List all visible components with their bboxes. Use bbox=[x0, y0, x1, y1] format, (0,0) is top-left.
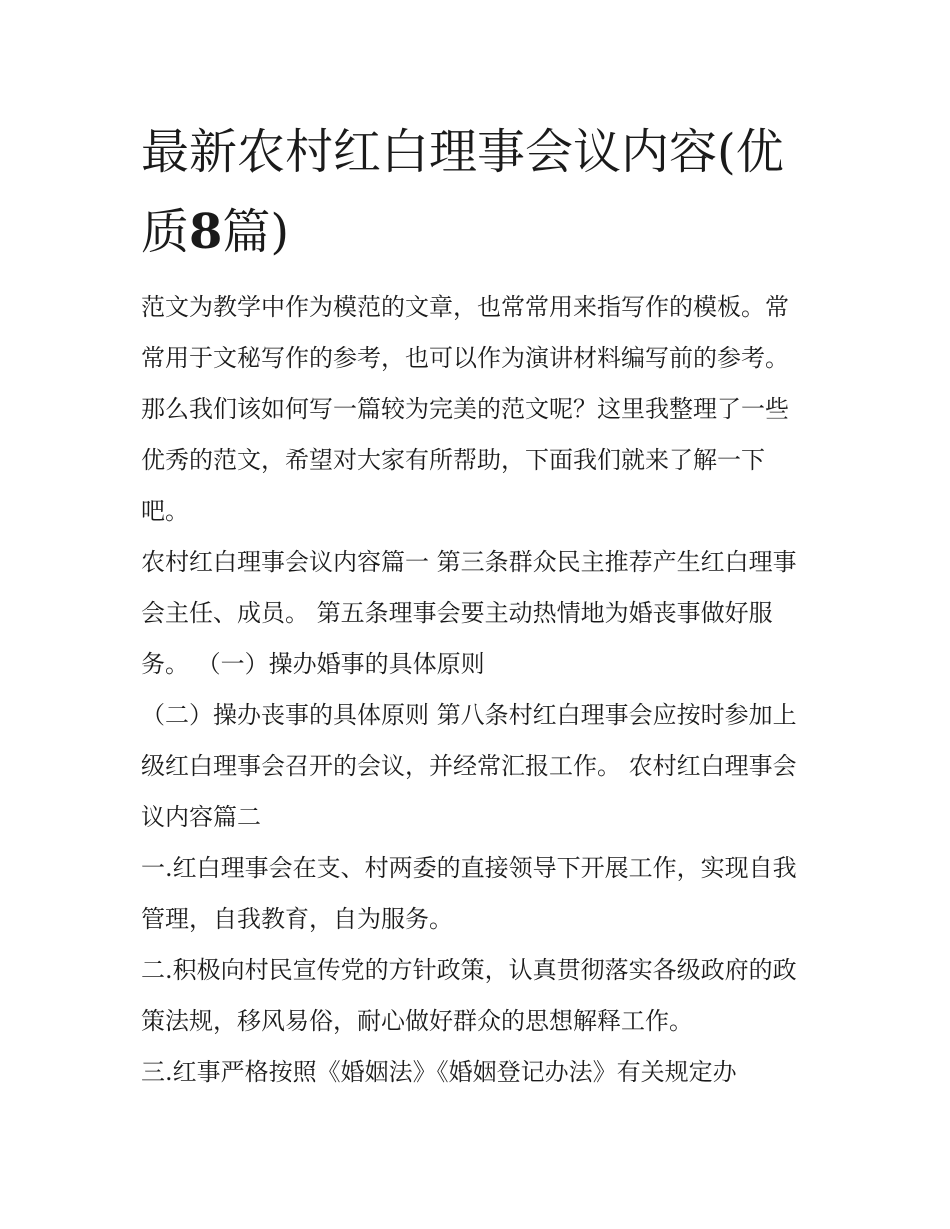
paragraph-item-two: 二.积极向村民宣传党的方针政策，认真贯彻落实各级政府的政策法规，移风易俗，耐心做好群众的思想解释工作。 bbox=[141, 956, 797, 1035]
title-text-part2: 篇) bbox=[222, 204, 290, 260]
paragraph-item-three: 三.红事严格按照《婚姻法》《婚姻登记办法》有关规定办 bbox=[141, 1058, 737, 1086]
document-title bbox=[141, 112, 821, 272]
title-text-part1: 最新农村红白理事会议内容(优质 bbox=[141, 124, 784, 260]
paragraph-section-one: 农村红白理事会议内容篇一 第三条群众民主推荐产生红白理事会主任、成员。 第五条理事会要主动热情地为婚丧事做好服务。 （一）操办婚事的具体原则 bbox=[141, 548, 797, 678]
paragraph-intro: 范文为教学中作为模范的文章，也常常用来指写作的模板。常常用于文秘写作的参考，也可以作为演讲材料编写前的参考。那么我们该如何写一篇较为完美的范文呢？这里我整理了一些优秀的范文，希望对大家有所帮助，下面我们就来了解一下吧。 bbox=[141, 293, 789, 525]
title-number: 8 bbox=[189, 204, 223, 260]
paragraph-item-one: 一.红白理事会在支、村两委的直接领导下开展工作，实现自我管理，自我教育，自为服务。 bbox=[141, 854, 797, 933]
paragraph-funeral-principles: （二）操办丧事的具体原则 第八条村红白理事会应按时参加上级红白理事会召开的会议，并经常汇报工作。 农村红白理事会议内容篇二 bbox=[141, 701, 797, 831]
document-page bbox=[141, 112, 821, 1098]
